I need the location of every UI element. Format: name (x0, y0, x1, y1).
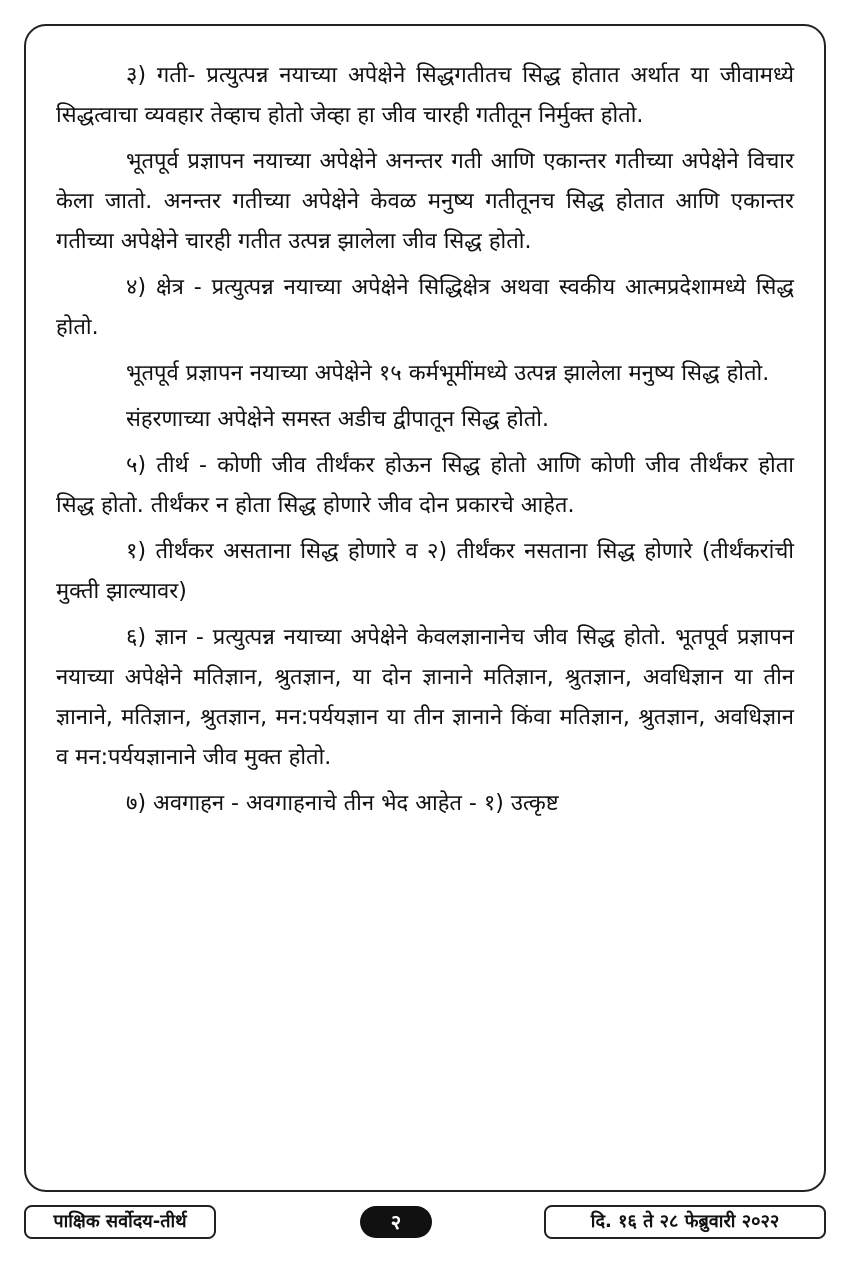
paragraph-tirth: ५) तीर्थ - कोणी जीव तीर्थंकर होऊन सिद्ध होतो आणि कोणी जीव तीर्थंकर होता सिद्ध होतो. तीर्थंकर न होता सिद्ध होणारे जीव दोन प्रकारचे आहेत. (56, 453, 794, 518)
paragraph-avagahan: ७) अवगाहन - अवगाहनाचे तीन भेद आहेत - १) उत्कृष्ट (126, 791, 559, 816)
paragraph-tirth-types: १) तीर्थंकर असताना सिद्ध होणारे व २) तीर्थंकर नसताना सिद्ध होणारे (तीर्थंकरांची मुक्ती झाल्यावर) (56, 539, 794, 604)
page-number: २ (360, 1206, 432, 1238)
page-body (56, 56, 794, 830)
paragraph-gyan: ६) ज्ञान - प्रत्युत्पन्न नयाच्या अपेक्षेने केवलज्ञानानेच जीव सिद्ध होतो. भूतपूर्व प्रज्ञापन नयाच्या अपेक्षेने मतिज्ञान, श्रुतज्ञान, या दोन ज्ञानाने मतिज्ञान, श्रुतज्ञान, अवधिज्ञान या तीन ज्ञानाने, मतिज्ञान, श्रुतज्ञान, मन:पर्ययज्ञान या तीन ज्ञानाने किंवा मतिज्ञान, श्रुतज्ञान, अवधिज्ञान व मन:पर्ययज्ञानाने जीव मुक्त होतो. (56, 625, 794, 770)
footer-publication-name: पाक्षिक सर्वोदय-तीर्थ (24, 1205, 216, 1239)
paragraph-bhutpurva-gati: भूतपूर्व प्रज्ञापन नयाच्या अपेक्षेने अनन्तर गती आणि एकान्तर गतीच्या अपेक्षेने विचार केला जातो. अनन्तर गतीच्या अपेक्षेने केवळ मनुष्य गतीतूनच सिद्ध होतात आणि एकान्तर गतीच्या अपेक्षेने चारही गतीत उत्पन्न झालेला जीव सिद्ध होतो. (56, 149, 794, 254)
paragraph-sanharan: संहरणाच्या अपेक्षेने समस्त अडीच द्वीपातून सिद्ध होतो. (126, 407, 549, 432)
footer-date: दि. १६ ते २८ फेब्रुवारी २०२२ (544, 1205, 826, 1239)
paragraph-gati: ३) गती- प्रत्युत्पन्न नयाच्या अपेक्षेने सिद्धगतीतच सिद्ध होतात अर्थात या जीवामध्ये सिद्धत्वाचा व्यवहार तेव्हाच होतो जेव्हा हा जीव चारही गतीतून निर्मुक्त होतो. (56, 63, 794, 128)
paragraph-bhutpurva-kshetra: भूतपूर्व प्रज्ञापन नयाच्या अपेक्षेने १५ कर्मभूमींमध्ये उत्पन्न झालेला मनुष्य सिद्ध होतो. (126, 361, 770, 386)
paragraph-kshetra: ४) क्षेत्र - प्रत्युत्पन्न नयाच्या अपेक्षेने सिद्धिक्षेत्र अथवा स्वकीय आत्मप्रदेशामध्ये सिद्ध होतो. (56, 275, 794, 340)
